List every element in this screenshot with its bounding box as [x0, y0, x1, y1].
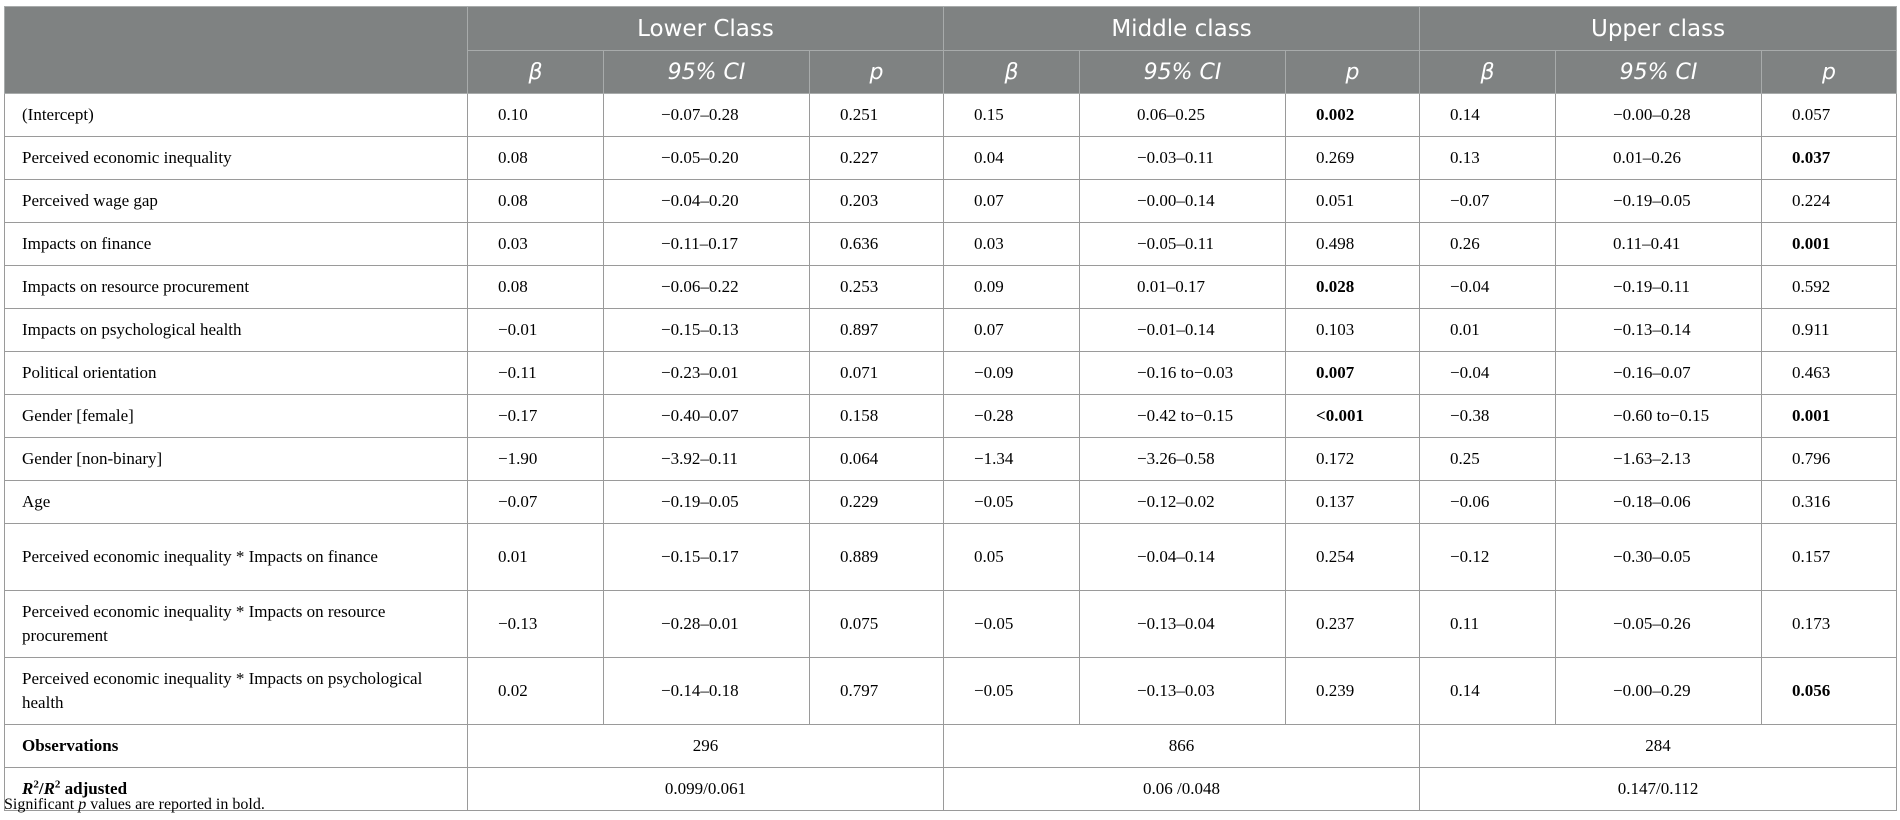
upper-beta-cell: 0.26	[1420, 223, 1556, 266]
upper-beta-cell: 0.14	[1420, 658, 1556, 725]
upper-beta-cell: −0.04	[1420, 352, 1556, 395]
observations-label: Observations	[5, 725, 468, 768]
middle-ci-cell: −0.01–0.14	[1080, 309, 1286, 352]
upper-ci-cell: −0.13–0.14	[1556, 309, 1762, 352]
lower-p-cell: 0.797	[810, 658, 944, 725]
observations-upper: 284	[1420, 725, 1897, 768]
rsquared-upper: 0.147/0.112	[1420, 768, 1897, 811]
lower-ci-cell: −0.04–0.20	[604, 180, 810, 223]
subheader-p: p	[1286, 51, 1420, 94]
lower-beta-cell: 0.10	[468, 94, 604, 137]
table-row	[5, 481, 1897, 524]
upper-p-cell: 0.316	[1762, 481, 1897, 524]
middle-beta-cell: 0.07	[944, 309, 1080, 352]
upper-beta-cell: −0.38	[1420, 395, 1556, 438]
rsquared-lower: 0.099/0.061	[468, 768, 944, 811]
middle-ci-cell: 0.01–0.17	[1080, 266, 1286, 309]
upper-beta-cell: −0.04	[1420, 266, 1556, 309]
row-label: Perceived economic inequality	[5, 137, 468, 180]
upper-beta-cell: 0.25	[1420, 438, 1556, 481]
row-label: Perceived economic inequality * Impacts on psychological health	[5, 658, 468, 725]
lower-p-cell: 0.251	[810, 94, 944, 137]
upper-ci-cell: −0.60 to−0.15	[1556, 395, 1762, 438]
upper-p-cell: 0.911	[1762, 309, 1897, 352]
middle-p-cell: <0.001	[1286, 395, 1420, 438]
upper-p-cell: 0.463	[1762, 352, 1897, 395]
middle-beta-cell: 0.04	[944, 137, 1080, 180]
middle-beta-cell: 0.03	[944, 223, 1080, 266]
table-row	[5, 266, 1897, 309]
table-row	[5, 352, 1897, 395]
lower-p-cell: 0.075	[810, 591, 944, 658]
middle-beta-cell: −0.09	[944, 352, 1080, 395]
middle-ci-cell: −3.26–0.58	[1080, 438, 1286, 481]
middle-ci-cell: −0.42 to−0.15	[1080, 395, 1286, 438]
group-header-row	[5, 7, 1897, 51]
subheader-ci: 95% CI	[1556, 51, 1762, 94]
middle-ci-cell: −0.05–0.11	[1080, 223, 1286, 266]
upper-beta-cell: 0.14	[1420, 94, 1556, 137]
middle-ci-cell: −0.04–0.14	[1080, 524, 1286, 591]
middle-p-cell: 0.002	[1286, 94, 1420, 137]
upper-ci-cell: −0.16–0.07	[1556, 352, 1762, 395]
lower-ci-cell: −0.11–0.17	[604, 223, 810, 266]
middle-beta-cell: 0.05	[944, 524, 1080, 591]
table-row	[5, 137, 1897, 180]
middle-p-cell: 0.051	[1286, 180, 1420, 223]
middle-beta-cell: 0.15	[944, 94, 1080, 137]
table-row	[5, 658, 1897, 725]
upper-ci-cell: −0.00–0.29	[1556, 658, 1762, 725]
group-header-lower: Lower Class	[468, 7, 944, 51]
lower-beta-cell: −0.07	[468, 481, 604, 524]
row-label: Impacts on psychological health	[5, 309, 468, 352]
upper-ci-cell: −0.18–0.06	[1556, 481, 1762, 524]
lower-ci-cell: −3.92–0.11	[604, 438, 810, 481]
subheader-ci: 95% CI	[1080, 51, 1286, 94]
middle-beta-cell: −0.05	[944, 658, 1080, 725]
lower-ci-cell: −0.28–0.01	[604, 591, 810, 658]
upper-beta-cell: −0.07	[1420, 180, 1556, 223]
middle-p-cell: 0.172	[1286, 438, 1420, 481]
lower-beta-cell: −0.13	[468, 591, 604, 658]
lower-ci-cell: −0.23–0.01	[604, 352, 810, 395]
lower-beta-cell: 0.08	[468, 266, 604, 309]
row-label: Perceived economic inequality * Impacts on finance	[5, 524, 468, 591]
table-row	[5, 591, 1897, 658]
row-label: Gender [non-binary]	[5, 438, 468, 481]
middle-beta-cell: −0.05	[944, 481, 1080, 524]
lower-ci-cell: −0.14–0.18	[604, 658, 810, 725]
lower-beta-cell: 0.03	[468, 223, 604, 266]
observations-row	[5, 725, 1897, 768]
lower-beta-cell: 0.01	[468, 524, 604, 591]
subheader-beta: β	[468, 51, 604, 94]
middle-ci-cell: −0.12–0.02	[1080, 481, 1286, 524]
regression-table	[4, 6, 1897, 811]
upper-ci-cell: −0.05–0.26	[1556, 591, 1762, 658]
upper-ci-cell: 0.01–0.26	[1556, 137, 1762, 180]
lower-p-cell: 0.227	[810, 137, 944, 180]
upper-p-cell: 0.001	[1762, 223, 1897, 266]
lower-beta-cell: −1.90	[468, 438, 604, 481]
middle-ci-cell: −0.13–0.03	[1080, 658, 1286, 725]
lower-p-cell: 0.229	[810, 481, 944, 524]
table-row	[5, 180, 1897, 223]
upper-p-cell: 0.224	[1762, 180, 1897, 223]
middle-beta-cell: −0.28	[944, 395, 1080, 438]
lower-ci-cell: −0.19–0.05	[604, 481, 810, 524]
middle-p-cell: 0.137	[1286, 481, 1420, 524]
middle-p-cell: 0.028	[1286, 266, 1420, 309]
middle-beta-cell: −1.34	[944, 438, 1080, 481]
upper-beta-cell: −0.06	[1420, 481, 1556, 524]
subheader-p: p	[1762, 51, 1897, 94]
middle-beta-cell: 0.07	[944, 180, 1080, 223]
middle-ci-cell: −0.00–0.14	[1080, 180, 1286, 223]
middle-p-cell: 0.239	[1286, 658, 1420, 725]
table-row	[5, 309, 1897, 352]
rsquared-label: $R^2/R^2$ adjusted	[5, 768, 468, 811]
observations-lower: 296	[468, 725, 944, 768]
lower-ci-cell: −0.06–0.22	[604, 266, 810, 309]
upper-p-cell: 0.037	[1762, 137, 1897, 180]
upper-ci-cell: −0.30–0.05	[1556, 524, 1762, 591]
lower-p-cell: 0.897	[810, 309, 944, 352]
lower-p-cell: 0.889	[810, 524, 944, 591]
upper-p-cell: 0.001	[1762, 395, 1897, 438]
lower-beta-cell: 0.08	[468, 180, 604, 223]
middle-p-cell: 0.269	[1286, 137, 1420, 180]
upper-p-cell: 0.592	[1762, 266, 1897, 309]
lower-ci-cell: −0.07–0.28	[604, 94, 810, 137]
middle-beta-cell: 0.09	[944, 266, 1080, 309]
middle-ci-cell: −0.16 to−0.03	[1080, 352, 1286, 395]
middle-beta-cell: −0.05	[944, 591, 1080, 658]
subheader-p: p	[810, 51, 944, 94]
lower-ci-cell: −0.40–0.07	[604, 395, 810, 438]
row-label: Impacts on finance	[5, 223, 468, 266]
row-label: Gender [female]	[5, 395, 468, 438]
upper-beta-cell: 0.01	[1420, 309, 1556, 352]
table-footnote: Significant p values are reported in bold.	[4, 796, 265, 813]
upper-p-cell: 0.057	[1762, 94, 1897, 137]
upper-beta-cell: −0.12	[1420, 524, 1556, 591]
middle-p-cell: 0.237	[1286, 591, 1420, 658]
upper-beta-cell: 0.13	[1420, 137, 1556, 180]
upper-ci-cell: −1.63–2.13	[1556, 438, 1762, 481]
upper-beta-cell: 0.11	[1420, 591, 1556, 658]
middle-ci-cell: −0.03–0.11	[1080, 137, 1286, 180]
lower-p-cell: 0.203	[810, 180, 944, 223]
upper-ci-cell: 0.11–0.41	[1556, 223, 1762, 266]
observations-middle: 866	[944, 725, 1420, 768]
header-corner	[5, 7, 468, 94]
lower-p-cell: 0.071	[810, 352, 944, 395]
lower-p-cell: 0.064	[810, 438, 944, 481]
row-label: Impacts on resource procurement	[5, 266, 468, 309]
lower-beta-cell: 0.02	[468, 658, 604, 725]
table-body	[5, 94, 1897, 725]
upper-p-cell: 0.173	[1762, 591, 1897, 658]
upper-ci-cell: −0.19–0.05	[1556, 180, 1762, 223]
lower-p-cell: 0.636	[810, 223, 944, 266]
table-row	[5, 94, 1897, 137]
row-label: Age	[5, 481, 468, 524]
table-row	[5, 223, 1897, 266]
lower-p-cell: 0.253	[810, 266, 944, 309]
row-label: Political orientation	[5, 352, 468, 395]
lower-ci-cell: −0.05–0.20	[604, 137, 810, 180]
lower-ci-cell: −0.15–0.17	[604, 524, 810, 591]
middle-p-cell: 0.103	[1286, 309, 1420, 352]
upper-p-cell: 0.796	[1762, 438, 1897, 481]
table-row	[5, 395, 1897, 438]
lower-p-cell: 0.158	[810, 395, 944, 438]
middle-ci-cell: 0.06–0.25	[1080, 94, 1286, 137]
table-summary	[5, 725, 1897, 811]
lower-beta-cell: 0.08	[468, 137, 604, 180]
subheader-beta: β	[944, 51, 1080, 94]
rsquared-row	[5, 768, 1897, 811]
upper-p-cell: 0.157	[1762, 524, 1897, 591]
lower-ci-cell: −0.15–0.13	[604, 309, 810, 352]
middle-p-cell: 0.498	[1286, 223, 1420, 266]
lower-beta-cell: −0.01	[468, 309, 604, 352]
middle-p-cell: 0.254	[1286, 524, 1420, 591]
middle-p-cell: 0.007	[1286, 352, 1420, 395]
subheader-ci: 95% CI	[604, 51, 810, 94]
upper-p-cell: 0.056	[1762, 658, 1897, 725]
row-label: Perceived wage gap	[5, 180, 468, 223]
group-header-middle: Middle class	[944, 7, 1420, 51]
row-label: (Intercept)	[5, 94, 468, 137]
table-row	[5, 438, 1897, 481]
subheader-beta: β	[1420, 51, 1556, 94]
upper-ci-cell: −0.19–0.11	[1556, 266, 1762, 309]
lower-beta-cell: −0.17	[468, 395, 604, 438]
group-header-upper: Upper class	[1420, 7, 1897, 51]
table-row	[5, 524, 1897, 591]
lower-beta-cell: −0.11	[468, 352, 604, 395]
rsquared-middle: 0.06 /0.048	[944, 768, 1420, 811]
upper-ci-cell: −0.00–0.28	[1556, 94, 1762, 137]
middle-ci-cell: −0.13–0.04	[1080, 591, 1286, 658]
row-label: Perceived economic inequality * Impacts on resource procurement	[5, 591, 468, 658]
